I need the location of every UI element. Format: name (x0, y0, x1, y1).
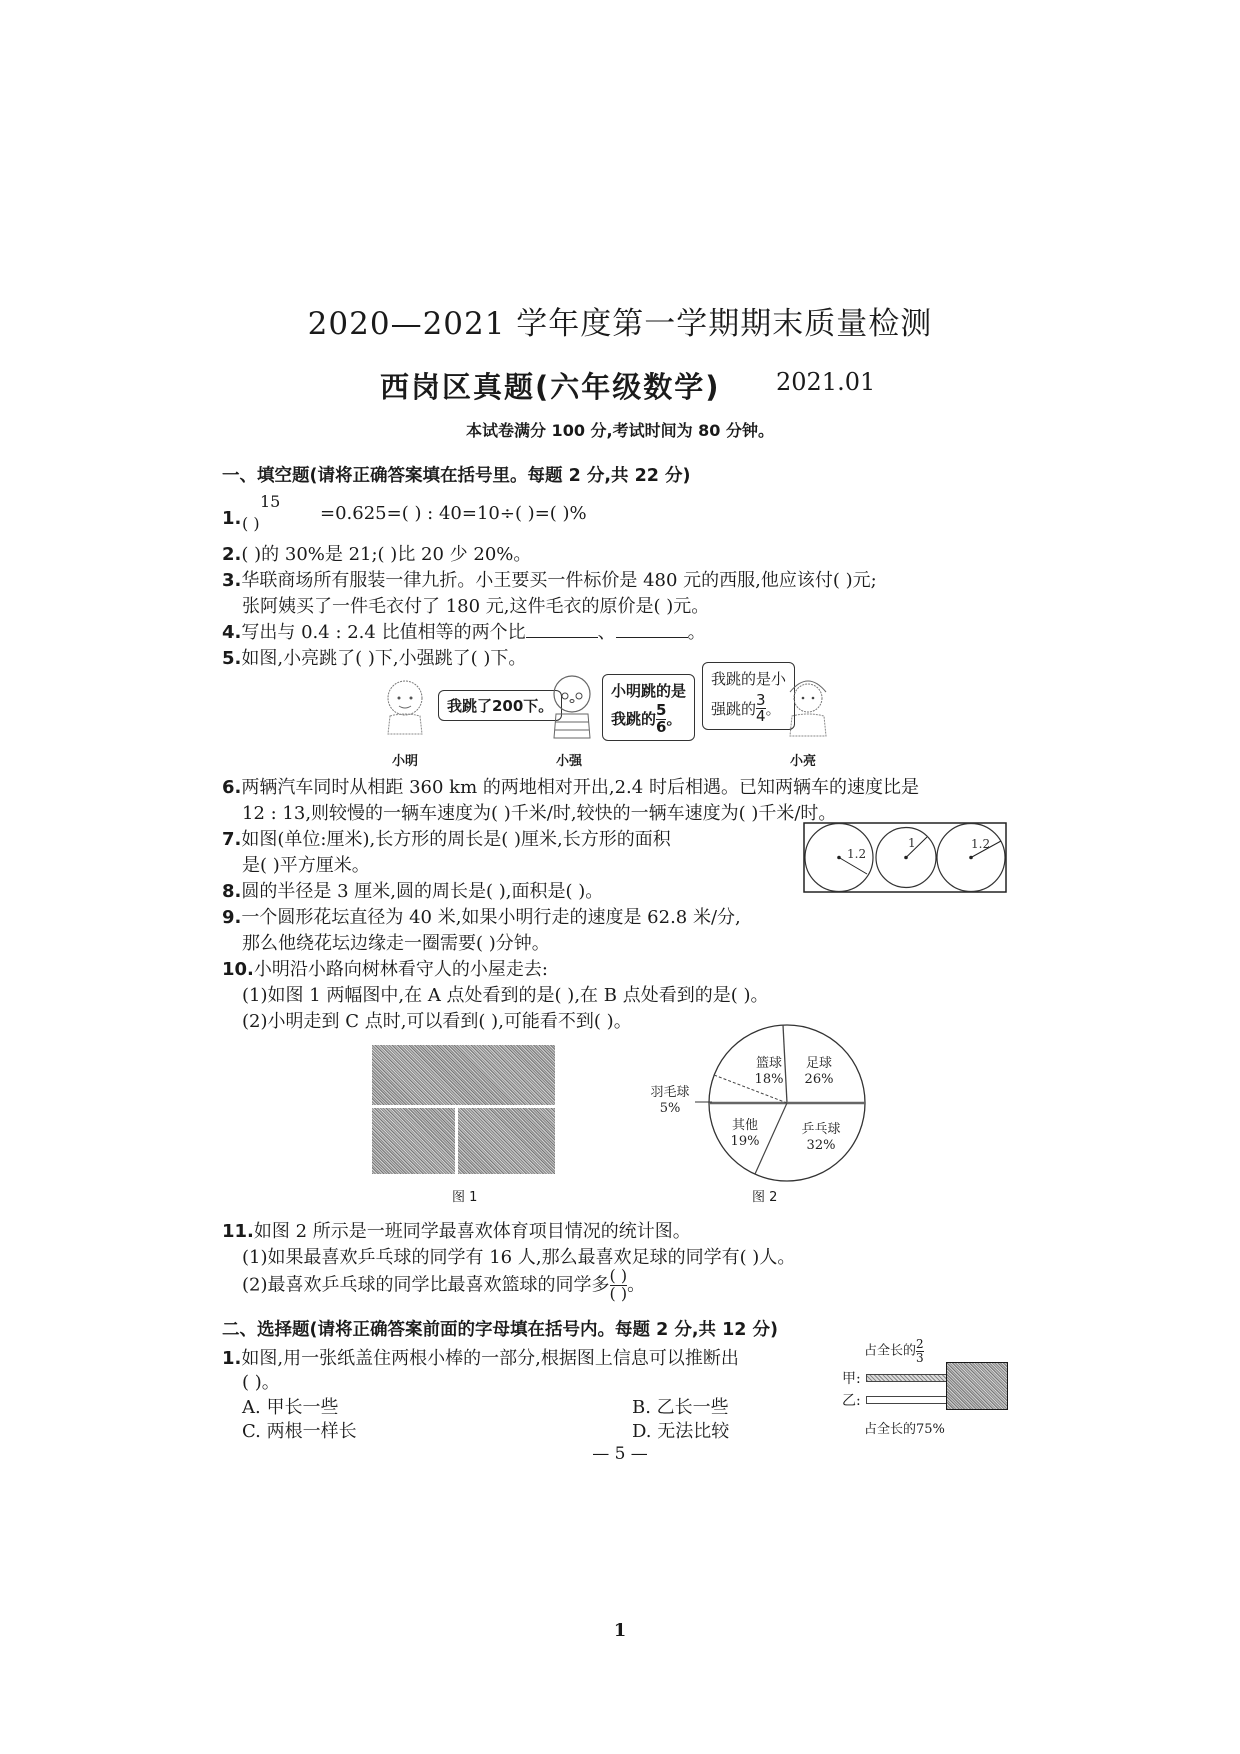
question-1-5 (222, 644, 526, 670)
denominator: 4 (756, 707, 766, 726)
numerator: ( ) (609, 1266, 628, 1285)
question-1-9-line2: 那么他绕花坛边缘走一圈需要( )分钟。 (242, 933, 550, 954)
question-text: 小明沿小路向树林看守人的小屋走去: (253, 959, 548, 980)
radius-label-1: 1.2 (847, 847, 867, 861)
pie-label-basketball: 篮球 (755, 1056, 783, 1071)
question-number: 7. (222, 829, 242, 850)
q5-figure (380, 668, 820, 768)
question-number: 5. (222, 648, 242, 669)
fraction (756, 690, 766, 726)
section1-heading: 一、填空题(请将正确答案填在括号里。每题 2 分,共 22 分) (222, 466, 691, 486)
question-1-3 (222, 566, 877, 592)
bottom-label: 占全长的75% (864, 1422, 945, 1437)
fraction-denominator: ( ) (242, 514, 260, 533)
choice-b[interactable]: B. 乙长一些 (632, 1397, 729, 1418)
denominator: 3 (916, 1350, 924, 1365)
stick-jia (866, 1374, 948, 1382)
fraction (656, 703, 666, 736)
bubble-line (611, 703, 686, 736)
question-1-10 (222, 955, 548, 981)
question-1-11 (222, 1217, 691, 1243)
period: 。 (627, 1274, 646, 1296)
question-text: 华联商场所有服装一律九折。小王要买一件标价是 480 元的西服,他应该付( )元; (241, 570, 877, 591)
pie-value-other: 19% (730, 1134, 760, 1149)
page-number: 1 (613, 1620, 627, 1641)
figure1-view-2-photo (458, 1108, 555, 1174)
question-text: 如图(单位:厘米),长方形的周长是( )厘米,长方形的面积 (241, 829, 671, 850)
xiaoliang-illustration (780, 670, 836, 740)
question-1-11-sub2 (242, 1268, 645, 1303)
numerator: 2 (916, 1337, 924, 1351)
radius-label-3: 1.2 (971, 837, 991, 851)
question-text: 一个圆形花坛直径为 40 米,如果小明行走的速度是 62.8 米/分, (241, 907, 741, 928)
choice-a[interactable]: A. 甲长一些 (242, 1397, 339, 1418)
question-number: 8. (222, 881, 242, 902)
question-1-10-sub1: (1)如图 1 两幅图中,在 A 点处看到的是( ),在 B 点处看到的是( )。 (242, 985, 769, 1006)
question-text: 两辆汽车同时从相距 360 km 的两地相对开出,2.4 时后相遇。已知两辆车的速度比是 (241, 777, 919, 798)
sticks-figure (842, 1338, 1022, 1448)
question-1-3-line2: 张阿姨买了一件毛衣付了 180 元,这件毛衣的原价是( )元。 (242, 596, 710, 617)
question-1-10-sub2: (2)小明走到 C 点时,可以看到( ),可能看不到( )。 (242, 1011, 632, 1032)
stick-yi (866, 1396, 948, 1404)
yi-label: 乙: (842, 1393, 861, 1409)
fraction (916, 1338, 924, 1364)
question-2-1 (222, 1344, 739, 1370)
question-1-8 (222, 877, 603, 903)
question-text: (2)最喜欢乒乓球的同学比最喜欢篮球的同学多 (242, 1274, 610, 1296)
pie-value-basketball: 18% (754, 1072, 784, 1087)
bubble-line: 小明跳的是 (611, 682, 687, 700)
question-text: 如图 2 所示是一班同学最喜欢体育项目情况的统计图。 (253, 1221, 691, 1242)
question-1-2 (222, 540, 531, 566)
answer-blank-1[interactable] (526, 621, 598, 638)
answer-fraction[interactable] (610, 1268, 628, 1303)
jia-label: 甲: (842, 1371, 861, 1387)
exam-date: 2021.01 (776, 368, 876, 396)
radius-label-2: 1 (908, 836, 916, 850)
figure1-caption: 图 1 (452, 1190, 478, 1205)
answer-blank-2[interactable] (616, 621, 688, 638)
question-number: 3. (222, 570, 242, 591)
xiaoming-speech-bubble: 我跳了200下。 (438, 690, 562, 721)
figure2-caption: 图 2 (752, 1190, 778, 1205)
question-text: 圆的半径是 3 厘米,圆的周长是( ),面积是( )。 (241, 881, 604, 902)
question-number: 4. (222, 622, 242, 643)
question-text: ( )的 30%是 21;( )比 20 少 20%。 (241, 544, 532, 565)
question-number: 11. (222, 1221, 254, 1242)
denominator: ( ) (609, 1283, 628, 1303)
figure1-scene-photo (372, 1045, 555, 1105)
xiaoming-illustration (380, 676, 430, 738)
question-number: 10. (222, 959, 254, 980)
exam-subtitle: 西岗区真题(六年级数学) (380, 370, 721, 404)
xiaoliang-label: 小亮 (790, 754, 817, 769)
question-text: 如图,用一张纸盖住两根小棒的一部分,根据图上信息可以推断出 (241, 1348, 739, 1369)
question-number: 1. (222, 1348, 242, 1369)
numerator: 5 (656, 701, 667, 719)
exam-note: 本试卷满分 100 分,考试时间为 80 分钟。 (465, 421, 775, 440)
inner-page-number: — 5 — (592, 1444, 648, 1464)
xiaoqiang-label: 小强 (556, 754, 583, 769)
choice-c[interactable]: C. 两根一样长 (242, 1421, 357, 1442)
period: 。 (687, 622, 706, 643)
question-1-7-line2: 是( )平方厘米。 (242, 855, 370, 876)
question-number: 9. (222, 907, 242, 928)
numerator: 3 (756, 690, 766, 709)
pie-value-football: 26% (804, 1072, 834, 1087)
label-text: 占全长的 (864, 1343, 917, 1359)
question-number: 1. (222, 508, 242, 529)
question-1-6-line2: 12 : 13,则较慢的一辆车速度为( )千米/时,较快的一辆车速度为( )千米/时。 (242, 803, 837, 824)
question-number: 6. (222, 777, 242, 798)
choice-d[interactable]: D. 无法比较 (632, 1421, 730, 1442)
pie-value-pingpong: 32% (806, 1138, 836, 1153)
question-1-6 (222, 773, 919, 799)
question-1-7 (222, 825, 671, 851)
period: 。 (666, 709, 682, 728)
cover-paper (946, 1362, 1008, 1410)
question-1-11-sub1: (1)如果最喜欢乒乓球的同学有 16 人,那么最喜欢足球的同学有( )人。 (242, 1247, 796, 1268)
xiaoqiang-speech-bubble (602, 674, 695, 741)
pie-value-badminton: 5% (659, 1101, 681, 1116)
bubble-line: 我跳的是小 (711, 670, 787, 688)
question-2-1-line2: ( )。 (242, 1372, 280, 1393)
fraction-numerator: 15 (260, 492, 281, 511)
denominator: 6 (656, 717, 667, 736)
top-label (864, 1338, 924, 1364)
q7-circles-rectangle-figure (803, 822, 1009, 896)
xiaoming-label: 小明 (392, 754, 419, 769)
bubble-text: 我跳的 (611, 709, 657, 728)
question-1-9 (222, 903, 741, 929)
pie-label-pingpong: 乒乓球 (801, 1122, 841, 1137)
question-number: 2. (222, 544, 242, 565)
question-text: 如图,小亮跳了( )下,小强跳了( )下。 (241, 648, 527, 669)
pie-label-badminton: 羽毛球 (650, 1085, 690, 1100)
exam-title: 2020—2021 学年度第一学期期末质量检测 (307, 306, 933, 342)
section2-heading: 二、选择题(请将正确答案前面的字母填在括号内。每题 2 分,共 12 分) (222, 1320, 779, 1340)
pie-label-football: 足球 (805, 1056, 833, 1071)
separator: 、 (597, 622, 616, 643)
bubble-text: 强跳的 (711, 699, 757, 718)
figure2-pie-chart (640, 1010, 880, 1210)
figure1-view-1-photo (372, 1108, 455, 1174)
bubble-line (711, 690, 786, 726)
question-text: 写出与 0.4 : 2.4 比值相等的两个比 (241, 622, 526, 643)
question-text: =0.625=( ) : 40=10÷( )=( )% (320, 503, 587, 524)
question-1-4 (222, 618, 706, 644)
period: 。 (765, 699, 781, 718)
xiaoqiang-illustration (546, 670, 598, 742)
pie-label-other: 其他 (731, 1118, 759, 1133)
